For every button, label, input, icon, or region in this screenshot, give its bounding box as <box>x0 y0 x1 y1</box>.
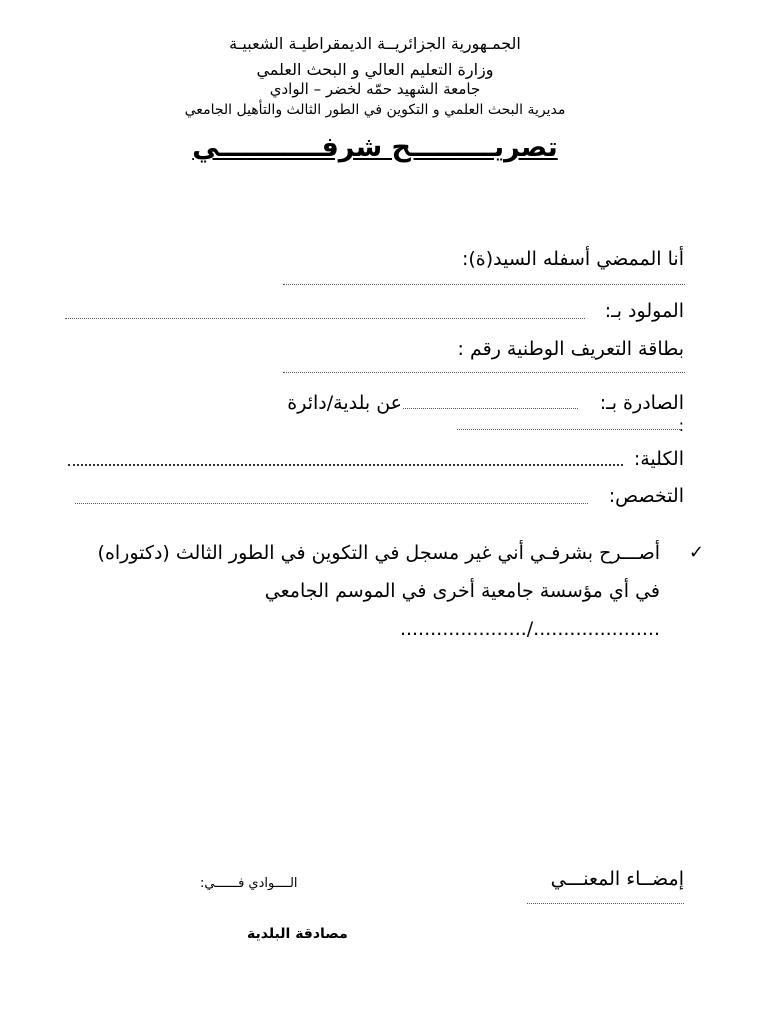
id-card-dotted-line <box>283 372 685 373</box>
page-title: تصريـــــــــح شرفـــــــــــي <box>192 132 558 163</box>
issued-dotted-line-2 <box>457 429 682 430</box>
header-ministry: وزارة التعليم العالي و البحث العلمي <box>256 60 494 79</box>
signature-dotted-line <box>527 903 684 904</box>
header-directorate: مديرية البحث العلمي و التكوين في الطور الثالث والتأهيل الجامعي <box>184 102 566 118</box>
municipality-stamp-label: مصادقة البلدية <box>247 926 348 942</box>
municipality-label: عن بلدية/دائرة <box>287 392 402 414</box>
faculty-dotted-line <box>68 464 623 466</box>
name-label: أنا الممضي أسفله السيد(ة): <box>461 248 684 270</box>
issued-colon: : <box>678 416 684 435</box>
signature-label: إمضــاء المعنـــي <box>550 868 684 890</box>
birth-dotted-line <box>65 318 585 319</box>
id-card-label: بطاقة التعريف الوطنية رقم : <box>457 338 684 360</box>
issued-label: الصادرة بـ: <box>599 392 684 414</box>
specialty-label: التخصص: <box>608 485 684 507</box>
faculty-label: الكلية: <box>633 448 684 470</box>
place-date-label: الــــوادي فــــــي: <box>200 876 298 891</box>
issued-dotted-line <box>403 408 578 409</box>
specialty-dotted-line <box>75 503 588 504</box>
birth-label: المولود بـ: <box>604 300 684 322</box>
header-university: جامعة الشهيد حمّه لخضر – الوادي <box>269 80 481 98</box>
declaration-statement: أصـــرح بشرفـي أني غير مسجل في التكوين في الطور الثالث (دكتوراه) في أي مؤسسة جامعية أخرى في الموسم الجامعي ...................../..................... <box>97 542 660 640</box>
header-republic: الجمـهورية الجزائريــة الديمقراطيـة الشعبيـة <box>229 34 521 53</box>
checkmark-icon: ✓ <box>688 542 704 563</box>
name-dotted-line <box>283 284 685 285</box>
